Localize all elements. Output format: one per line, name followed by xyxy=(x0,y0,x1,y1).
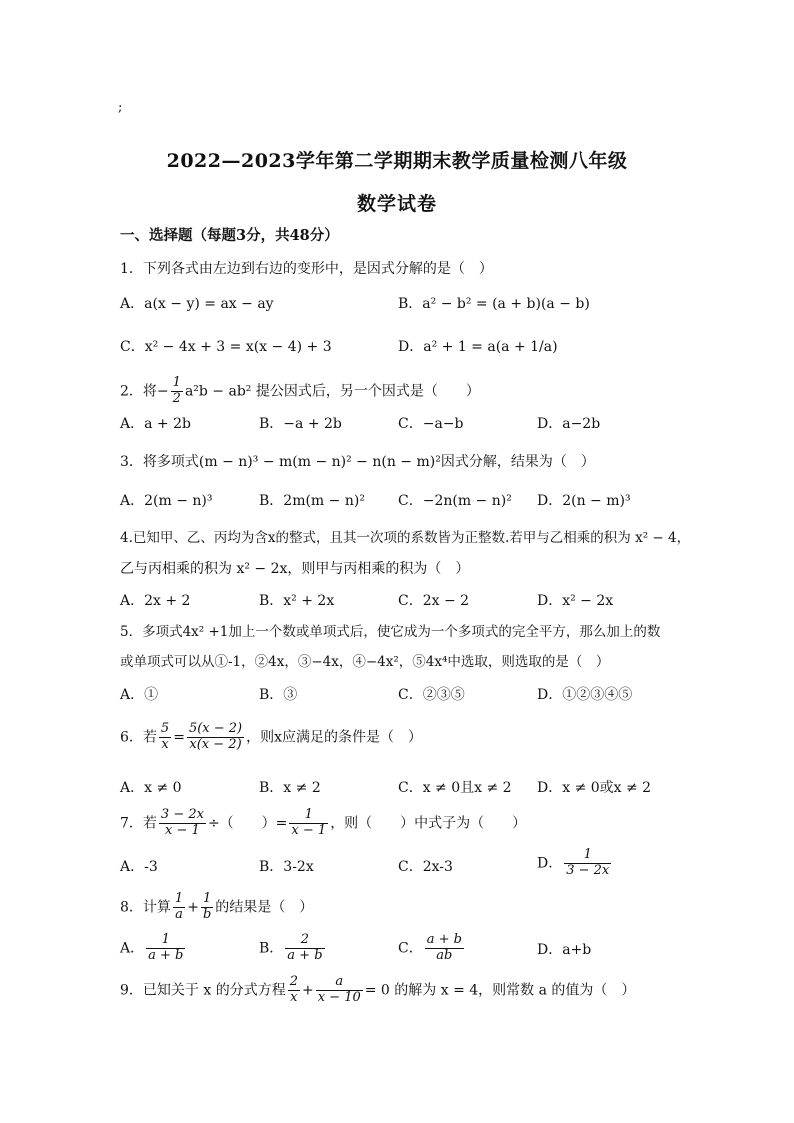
question-8-option-d: D．a+b xyxy=(537,942,592,958)
question-7-option-c: C．2x-3 xyxy=(398,859,453,875)
question-4-option-a: A．2x + 2 xyxy=(120,593,191,609)
question-5-option-b: B．③ xyxy=(259,687,298,703)
question-8-option-c: C． $\frac{a + b}{ab}$ xyxy=(398,932,462,963)
section-heading: 一、选择题（每题3分，共48分） xyxy=(120,227,339,244)
question-2-option-b: B．−a + 2b xyxy=(259,416,342,432)
question-5-option-c: C．②③⑤ xyxy=(398,687,465,703)
stray-mark: ; xyxy=(118,100,123,115)
question-3-option-d: D．2(n − m)³ xyxy=(537,493,631,509)
question-8-stem: 8．计算 $\frac{1}{a}$ + $\frac{1}{b}$ 的结果是（ ） xyxy=(120,891,314,922)
question-6-option-b: B．x ≠ 2 xyxy=(259,780,321,796)
question-2-prefix: 2．将 xyxy=(120,383,157,400)
question-6-fraction-right: $\frac{5(x - 2)}{x(x - 2)}$ xyxy=(188,721,243,752)
question-6-option-d: D．x ≠ 0或x ≠ 2 xyxy=(537,780,652,796)
question-1-option-c: C．x² − 4x + 3 = x(x − 4) + 3 xyxy=(120,339,332,355)
exam-subtitle: 数学试卷 xyxy=(356,193,437,215)
question-8-option-a: A． $\frac{1}{a + b}$ xyxy=(120,932,184,963)
question-4-stem-line-1: 4.已知甲、乙、丙均为含x的整式，且其一次项的系数皆为正整数.若甲与乙相乘的积为 x² − 4， xyxy=(120,530,691,546)
question-1-option-a: A．a(x − y) = ax − ay xyxy=(120,296,274,312)
question-4-option-b: B．x² + 2x xyxy=(259,593,335,609)
question-7-stem: 7．若 $\frac{3 - 2x}{x - 1}$ ÷（ ）= $\frac{1}{x - 1}$ ，则（ ）中式子为（ ） xyxy=(120,807,527,838)
question-7-fraction-left: $\frac{3 - 2x}{x - 1}$ xyxy=(160,807,204,838)
question-6-stem: 6．若 $\frac{5}{x}$ = $\frac{5(x - 2)}{x(x - 2)}$ ，则x应满足的条件是（ ） xyxy=(120,721,423,752)
question-8-fraction-b: $\frac{1}{b}$ xyxy=(202,891,212,922)
question-5-option-a: A．① xyxy=(120,687,159,703)
question-4-option-d: D．x² − 2x xyxy=(537,593,614,609)
question-7-option-a: A．-3 xyxy=(120,859,158,875)
question-3-stem: 3．将多项式(m − n)³ − m(m − n)² − n(n − m)²因式分解，结果为（ ） xyxy=(120,454,595,470)
question-3-option-c: C．−2n(m − n)² xyxy=(398,493,512,509)
question-5-stem-line-2: 或单项式可以从①-1，②4x，③−4x，④−4x²，⑤4x⁴中选取，则选取的是（ ） xyxy=(120,654,610,670)
question-8-option-b: B． $\frac{2}{a + b}$ xyxy=(259,932,323,963)
question-5-option-d: D．①②③④⑤ xyxy=(537,687,633,703)
question-7-fraction-right: $\frac{1}{x - 1}$ xyxy=(291,807,327,838)
exam-title: 2022—2023学年第二学期期末教学质量检测八年级 xyxy=(166,150,628,172)
question-6-fraction-left: $\frac{5}{x}$ xyxy=(160,721,170,752)
question-8-fraction-a: $\frac{1}{a}$ xyxy=(174,891,184,922)
question-4-option-c: C．2x − 2 xyxy=(398,593,470,609)
question-2-option-d: D．a−2b xyxy=(537,416,601,432)
question-7-option-b: B．3-2x xyxy=(259,859,314,875)
question-9-fraction-left: $\frac{2}{x}$ xyxy=(289,974,298,1005)
question-9-fraction-right: $\frac{a}{x - 10}$ xyxy=(317,974,361,1005)
question-3-option-b: B．2m(m − n)² xyxy=(259,493,365,509)
question-1-stem: 1．下列各式由左边到右边的变形中，是因式分解的是（ ） xyxy=(120,261,493,277)
question-2-option-a: A．a + 2b xyxy=(120,416,191,432)
question-2-stem: 2．将− $\frac{1}{2}$ a²b − ab² 提公因式后，另一个因式是（ ） xyxy=(120,375,480,406)
question-2-option-c: C．−a−b xyxy=(398,416,464,432)
question-4-stem-line-2: 乙与丙相乘的积为 x² − 2x，则甲与丙相乘的积为（ ） xyxy=(120,561,470,577)
question-2-fraction: $\frac{1}{2}$ xyxy=(172,375,181,406)
question-9-stem: 9．已知关于 x 的分式方程 $\frac{2}{x}$ + $\frac{a}{x - 10}$ = 0 的解为 x = 4，则常数 a 的值为（ ） xyxy=(120,974,636,1005)
question-3-option-a: A．2(m − n)³ xyxy=(120,493,213,509)
question-6-option-c: C．x ≠ 0且x ≠ 2 xyxy=(398,780,512,796)
question-1-option-b: B．a² − b² = (a + b)(a − b) xyxy=(398,296,590,312)
question-2-suffix: a²b − ab² 提公因式后，另一个因式是（ ） xyxy=(184,383,480,400)
question-5-stem-line-1: 5．多项式4x² +1加上一个数或单项式后，使它成为一个多项式的完全平方，那么加上的数 xyxy=(120,624,661,640)
question-1-option-d: D．a² + 1 = a(a + 1/a) xyxy=(398,339,558,355)
question-6-option-a: A．x ≠ 0 xyxy=(120,780,182,796)
question-7-option-d: D． $\frac{1}{3 - 2x}$ xyxy=(537,847,610,878)
